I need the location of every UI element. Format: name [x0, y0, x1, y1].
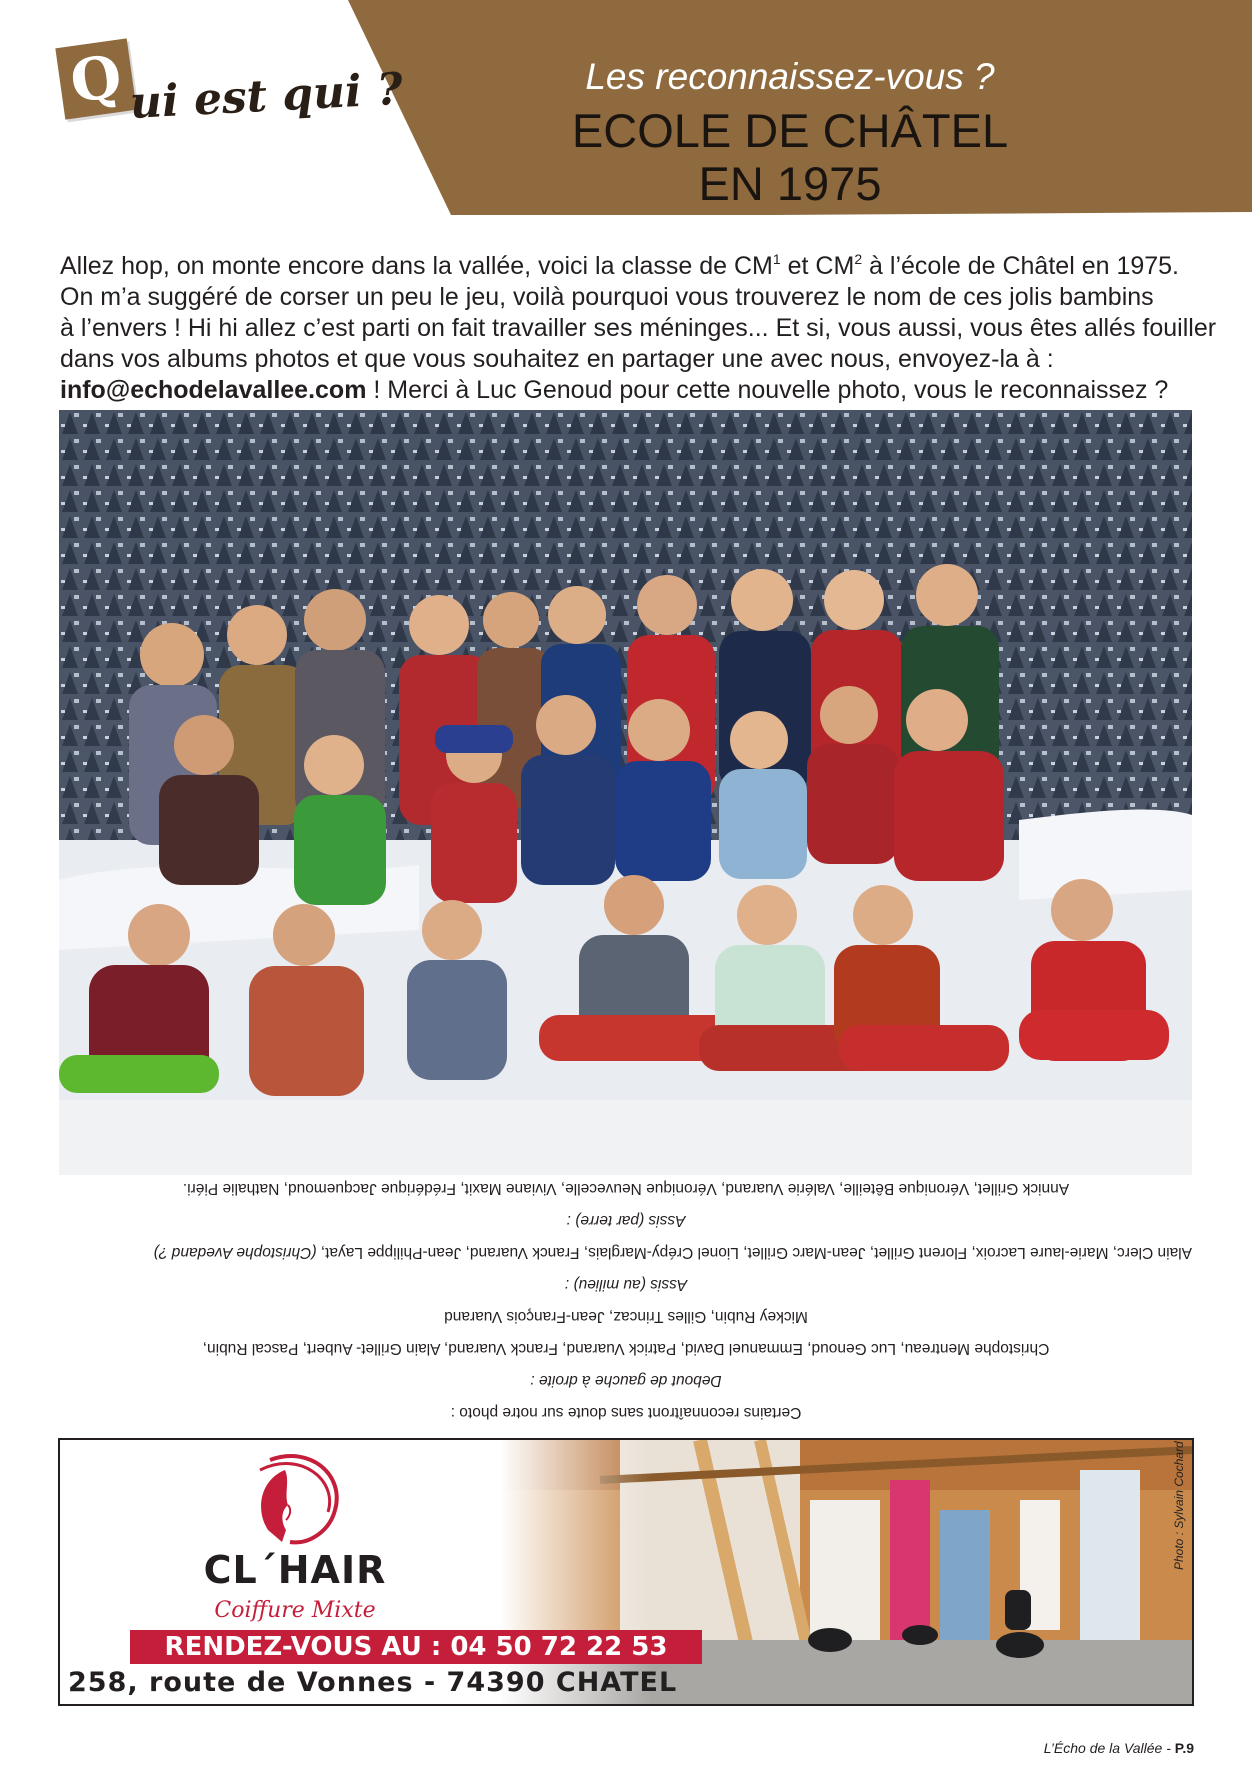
clhair-logo-icon: [230, 1450, 350, 1550]
caption-middle-names: Alain Clerc, Marie-laure Lacroix, Florent Grillet, Jean-Marc Grillet, Lionel Crépy-Marglais, Franck Vuarand, Jean-Philippe Layat, (Christophe Avedand ?): [153, 1244, 1192, 1261]
intro-line-4: dans vos albums photos et que vous souhaitez en partager une avec nous, envoyez-la à :: [60, 345, 1054, 373]
salon-photo: [500, 1440, 1192, 1704]
photo-caption-upside-down: [60, 1180, 1192, 1428]
caption-standing-names-2: Mickey Rubin, Gilles Trincaz, Jean-François Vuarand: [444, 1308, 808, 1325]
ad-tagline: Coiffure Mixte: [214, 1598, 376, 1623]
page-title: [520, 104, 1060, 210]
class-photo: [59, 410, 1192, 1175]
ad-photo-credit: Photo : Sylvain Cochard: [1172, 1441, 1186, 1570]
class-photo-illustration: [59, 410, 1192, 1175]
caption-middle-label: Assis (au milieu) :: [564, 1276, 688, 1293]
caption-standing-names-1: Christophe Mentreau, Luc Genoud, Emmanuel David, Patrick Vuarand, Franck Vuarand, Alain Grillet- Aubert, Pascal Rubin,: [202, 1340, 1050, 1357]
email-link[interactable]: info@echodelavallee.com: [60, 376, 367, 404]
intro-line-5: info@echodelavallee.com ! Merci à Luc Genoud pour cette nouvelle photo, vous le reconnaissez ?: [60, 376, 1169, 404]
page-footer: [1044, 1740, 1194, 1756]
page-number: P.9: [1174, 1740, 1194, 1756]
caption-intro: Certains reconnaîtront sans doute sur notre photo :: [450, 1404, 802, 1421]
intro-line-1: Allez hop, on monte encore dans la vallée, voici la classe de $CM^1$ et $CM^2$ à l’école de Châtel en 1975.: [60, 251, 1180, 280]
intro-line-2: On m’a suggéré de corser un peu le jeu, voilà pourquoi vous trouverez le nom de ces jolis bambins: [60, 283, 1154, 311]
intro-line-3: à l’envers ! Hi hi allez c’est parti on fait travailler ses méninges... Et si, vous aussi, vous êtes allés fouiller: [60, 314, 1217, 342]
caption-ground-names: Annick Grillet, Véronique Bêteille, Valérie Vuarand, Véronique Neuvecelle, Viviane Maxit, Frédérique Jacquemoud, Nathalie Piéri.: [182, 1180, 1070, 1197]
advertisement: [58, 1438, 1194, 1706]
rubric-title: ui est qui ?: [128, 63, 404, 129]
page-title-line-1: ECOLE DE CHÂTEL: [571, 104, 1009, 157]
rubric-logo-box: [55, 38, 136, 119]
rubric-letter: Q: [66, 41, 126, 117]
subtitle: Les reconnaissez-vous ?: [585, 56, 995, 97]
ad-address: 258, route de Vonnes - 74390 CHATEL: [68, 1667, 678, 1698]
page-title-line-2: EN 1975: [698, 157, 882, 210]
ad-phone-banner: RENDEZ-VOUS AU : 04 50 72 22 53: [130, 1630, 702, 1664]
publication-name: L’Écho de la Vallée -: [1043, 1740, 1175, 1756]
caption-standing-label: Debout de gauche à droite :: [530, 1372, 722, 1389]
caption-ground-label: Assis (par terre) :: [566, 1212, 686, 1229]
ad-brand-name: CL´HAIR: [203, 1548, 387, 1592]
intro-paragraph: [60, 244, 1217, 406]
